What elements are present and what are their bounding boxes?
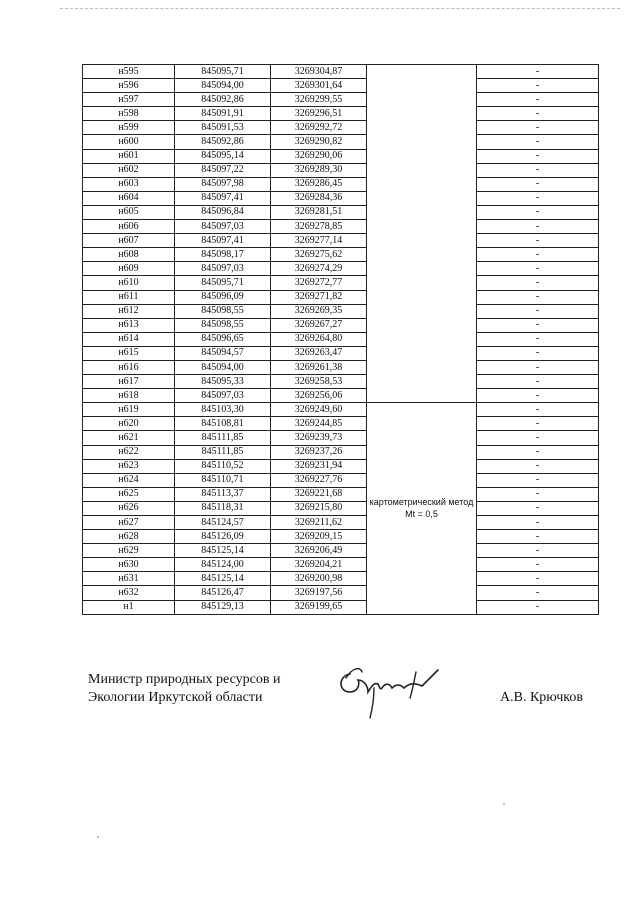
- error-cell: -: [477, 135, 599, 149]
- x-coordinate-cell: 845124,00: [175, 558, 271, 572]
- y-coordinate-cell: 3269278,85: [271, 220, 367, 234]
- y-coordinate-cell: 3269249,60: [271, 403, 367, 417]
- table-row: [83, 445, 599, 459]
- error-cell: -: [477, 572, 599, 586]
- signatory-position: [88, 671, 280, 707]
- table-row: [83, 93, 599, 107]
- position-line-2: Экологии Иркутской области: [88, 690, 263, 705]
- point-id-cell: н620: [83, 417, 175, 431]
- y-coordinate-cell: 3269267,27: [271, 318, 367, 332]
- point-id-cell: н612: [83, 304, 175, 318]
- point-id-cell: н603: [83, 177, 175, 191]
- point-id-cell: н608: [83, 248, 175, 262]
- x-coordinate-cell: 845097,41: [175, 191, 271, 205]
- table-row: [83, 191, 599, 205]
- y-coordinate-cell: 3269277,14: [271, 234, 367, 248]
- point-id-cell: н604: [83, 191, 175, 205]
- point-id-cell: н626: [83, 501, 175, 515]
- point-id-cell: н618: [83, 389, 175, 403]
- y-coordinate-cell: 3269304,87: [271, 65, 367, 79]
- error-cell: -: [477, 487, 599, 501]
- y-coordinate-cell: 3269292,72: [271, 121, 367, 135]
- y-coordinate-cell: 3269215,80: [271, 501, 367, 515]
- error-cell: -: [477, 318, 599, 332]
- header-scan-line: [60, 8, 620, 10]
- error-cell: -: [477, 93, 599, 107]
- y-coordinate-cell: 3269221,68: [271, 487, 367, 501]
- x-coordinate-cell: 845129,13: [175, 600, 271, 614]
- table-row: [83, 135, 599, 149]
- point-id-cell: н601: [83, 149, 175, 163]
- table-row: [83, 417, 599, 431]
- table-row: [83, 473, 599, 487]
- error-cell: -: [477, 262, 599, 276]
- error-cell: -: [477, 220, 599, 234]
- point-id-cell: н595: [83, 65, 175, 79]
- error-cell: -: [477, 346, 599, 360]
- x-coordinate-cell: 845096,09: [175, 290, 271, 304]
- method-cell: картометрический метод Mt = 0,5: [367, 403, 477, 614]
- error-cell: -: [477, 121, 599, 135]
- error-cell: -: [477, 375, 599, 389]
- handwritten-signature: [334, 658, 444, 720]
- point-id-cell: н615: [83, 346, 175, 360]
- point-id-cell: н621: [83, 431, 175, 445]
- x-coordinate-cell: 845097,03: [175, 262, 271, 276]
- x-coordinate-cell: 845097,03: [175, 220, 271, 234]
- x-coordinate-cell: 845126,09: [175, 530, 271, 544]
- x-coordinate-cell: 845095,71: [175, 65, 271, 79]
- point-id-cell: н630: [83, 558, 175, 572]
- y-coordinate-cell: 3269237,26: [271, 445, 367, 459]
- y-coordinate-cell: 3269301,64: [271, 79, 367, 93]
- error-cell: -: [477, 304, 599, 318]
- x-coordinate-cell: 845095,71: [175, 276, 271, 290]
- x-coordinate-cell: 845091,53: [175, 121, 271, 135]
- error-cell: -: [477, 205, 599, 219]
- y-coordinate-cell: 3269200,98: [271, 572, 367, 586]
- y-coordinate-cell: 3269272,77: [271, 276, 367, 290]
- error-cell: -: [477, 431, 599, 445]
- x-coordinate-cell: 845092,86: [175, 135, 271, 149]
- error-cell: -: [477, 191, 599, 205]
- point-id-cell: н606: [83, 220, 175, 234]
- table-row: [83, 290, 599, 304]
- x-coordinate-cell: 845111,85: [175, 445, 271, 459]
- error-cell: -: [477, 403, 599, 417]
- error-cell: -: [477, 332, 599, 346]
- error-cell: -: [477, 530, 599, 544]
- scan-speck: [97, 836, 99, 838]
- y-coordinate-cell: 3269286,45: [271, 177, 367, 191]
- x-coordinate-cell: 845124,57: [175, 516, 271, 530]
- table-row: [83, 501, 599, 515]
- x-coordinate-cell: 845098,55: [175, 304, 271, 318]
- table-row: [83, 220, 599, 234]
- y-coordinate-cell: 3269209,15: [271, 530, 367, 544]
- point-id-cell: н599: [83, 121, 175, 135]
- table-row: [83, 276, 599, 290]
- x-coordinate-cell: 845113,37: [175, 487, 271, 501]
- method-cell-empty: [367, 65, 477, 403]
- table-row: [83, 530, 599, 544]
- point-id-cell: н607: [83, 234, 175, 248]
- table-row: [83, 375, 599, 389]
- point-id-cell: н623: [83, 459, 175, 473]
- y-coordinate-cell: 3269256,06: [271, 389, 367, 403]
- table-row: [83, 248, 599, 262]
- y-coordinate-cell: 3269204,21: [271, 558, 367, 572]
- table-row: [83, 262, 599, 276]
- y-coordinate-cell: 3269271,82: [271, 290, 367, 304]
- error-cell: -: [477, 290, 599, 304]
- point-id-cell: н632: [83, 586, 175, 600]
- table-row: [83, 79, 599, 93]
- error-cell: -: [477, 276, 599, 290]
- table-row: [83, 544, 599, 558]
- x-coordinate-cell: 845095,14: [175, 149, 271, 163]
- point-id-cell: н600: [83, 135, 175, 149]
- table-row: [83, 572, 599, 586]
- table-row: [83, 177, 599, 191]
- y-coordinate-cell: 3269290,06: [271, 149, 367, 163]
- table-row: [83, 121, 599, 135]
- signatory-name: А.В. Крючков: [500, 690, 583, 705]
- error-cell: -: [477, 516, 599, 530]
- y-coordinate-cell: 3269197,56: [271, 586, 367, 600]
- point-id-cell: н1: [83, 600, 175, 614]
- point-id-cell: н596: [83, 79, 175, 93]
- point-id-cell: н616: [83, 360, 175, 374]
- table-row: [83, 558, 599, 572]
- y-coordinate-cell: 3269281,51: [271, 205, 367, 219]
- y-coordinate-cell: 3269284,36: [271, 191, 367, 205]
- point-id-cell: н605: [83, 205, 175, 219]
- x-coordinate-cell: 845096,65: [175, 332, 271, 346]
- y-coordinate-cell: 3269239,73: [271, 431, 367, 445]
- y-coordinate-cell: 3269275,62: [271, 248, 367, 262]
- error-cell: -: [477, 149, 599, 163]
- error-cell: -: [477, 459, 599, 473]
- error-cell: -: [477, 360, 599, 374]
- point-id-cell: н619: [83, 403, 175, 417]
- table-row: [83, 516, 599, 530]
- table-row: [83, 389, 599, 403]
- x-coordinate-cell: 845097,41: [175, 234, 271, 248]
- error-cell: -: [477, 79, 599, 93]
- error-cell: -: [477, 65, 599, 79]
- table-row: [83, 318, 599, 332]
- point-id-cell: н622: [83, 445, 175, 459]
- x-coordinate-cell: 845096,84: [175, 205, 271, 219]
- table-row: [83, 65, 599, 79]
- point-id-cell: н613: [83, 318, 175, 332]
- error-cell: -: [477, 248, 599, 262]
- point-id-cell: н631: [83, 572, 175, 586]
- x-coordinate-cell: 845094,57: [175, 346, 271, 360]
- error-cell: -: [477, 107, 599, 121]
- error-cell: -: [477, 445, 599, 459]
- table-row: [83, 205, 599, 219]
- x-coordinate-cell: 845092,86: [175, 93, 271, 107]
- x-coordinate-cell: 845110,52: [175, 459, 271, 473]
- table-row: [83, 431, 599, 445]
- table-row: [83, 107, 599, 121]
- x-coordinate-cell: 845091,91: [175, 107, 271, 121]
- table-row: [83, 163, 599, 177]
- x-coordinate-cell: 845125,14: [175, 572, 271, 586]
- x-coordinate-cell: 845097,03: [175, 389, 271, 403]
- error-cell: -: [477, 600, 599, 614]
- y-coordinate-cell: 3269290,82: [271, 135, 367, 149]
- x-coordinate-cell: 845110,71: [175, 473, 271, 487]
- x-coordinate-cell: 845108,81: [175, 417, 271, 431]
- position-line-1: Министр природных ресурсов и: [88, 672, 281, 687]
- error-cell: -: [477, 544, 599, 558]
- table-row: [83, 149, 599, 163]
- x-coordinate-cell: 845118,31: [175, 501, 271, 515]
- error-cell: -: [477, 389, 599, 403]
- table-row: [83, 600, 599, 614]
- point-id-cell: н598: [83, 107, 175, 121]
- error-cell: -: [477, 163, 599, 177]
- x-coordinate-cell: 845125,14: [175, 544, 271, 558]
- point-id-cell: н617: [83, 375, 175, 389]
- scan-speck: [503, 803, 505, 805]
- x-coordinate-cell: 845094,00: [175, 360, 271, 374]
- point-id-cell: н625: [83, 487, 175, 501]
- x-coordinate-cell: 845094,00: [175, 79, 271, 93]
- point-id-cell: н629: [83, 544, 175, 558]
- coordinates-table: [82, 64, 599, 615]
- x-coordinate-cell: 845111,85: [175, 431, 271, 445]
- x-coordinate-cell: 845095,33: [175, 375, 271, 389]
- x-coordinate-cell: 845097,22: [175, 163, 271, 177]
- y-coordinate-cell: 3269206,49: [271, 544, 367, 558]
- y-coordinate-cell: 3269299,55: [271, 93, 367, 107]
- point-id-cell: н611: [83, 290, 175, 304]
- y-coordinate-cell: 3269296,51: [271, 107, 367, 121]
- x-coordinate-cell: 845098,55: [175, 318, 271, 332]
- point-id-cell: н624: [83, 473, 175, 487]
- table-row: [83, 586, 599, 600]
- error-cell: -: [477, 558, 599, 572]
- error-cell: -: [477, 473, 599, 487]
- point-id-cell: н609: [83, 262, 175, 276]
- table-row: [83, 459, 599, 473]
- y-coordinate-cell: 3269261,38: [271, 360, 367, 374]
- x-coordinate-cell: 845097,98: [175, 177, 271, 191]
- y-coordinate-cell: 3269244,85: [271, 417, 367, 431]
- y-coordinate-cell: 3269269,35: [271, 304, 367, 318]
- error-cell: -: [477, 586, 599, 600]
- x-coordinate-cell: 845098,17: [175, 248, 271, 262]
- error-cell: -: [477, 501, 599, 515]
- x-coordinate-cell: 845103,30: [175, 403, 271, 417]
- y-coordinate-cell: 3269289,30: [271, 163, 367, 177]
- y-coordinate-cell: 3269263,47: [271, 346, 367, 360]
- table-row: [83, 403, 599, 417]
- y-coordinate-cell: 3269199,65: [271, 600, 367, 614]
- table-row: [83, 304, 599, 318]
- error-cell: -: [477, 177, 599, 191]
- y-coordinate-cell: 3269274,29: [271, 262, 367, 276]
- y-coordinate-cell: 3269227,76: [271, 473, 367, 487]
- table-row: [83, 360, 599, 374]
- y-coordinate-cell: 3269211,62: [271, 516, 367, 530]
- point-id-cell: н602: [83, 163, 175, 177]
- point-id-cell: н627: [83, 516, 175, 530]
- point-id-cell: н610: [83, 276, 175, 290]
- table-row: [83, 487, 599, 501]
- table-row: [83, 332, 599, 346]
- y-coordinate-cell: 3269231,94: [271, 459, 367, 473]
- point-id-cell: н628: [83, 530, 175, 544]
- y-coordinate-cell: 3269258,53: [271, 375, 367, 389]
- error-cell: -: [477, 417, 599, 431]
- table-row: [83, 234, 599, 248]
- y-coordinate-cell: 3269264,80: [271, 332, 367, 346]
- error-cell: -: [477, 234, 599, 248]
- table-row: [83, 346, 599, 360]
- point-id-cell: н614: [83, 332, 175, 346]
- point-id-cell: н597: [83, 93, 175, 107]
- x-coordinate-cell: 845126,47: [175, 586, 271, 600]
